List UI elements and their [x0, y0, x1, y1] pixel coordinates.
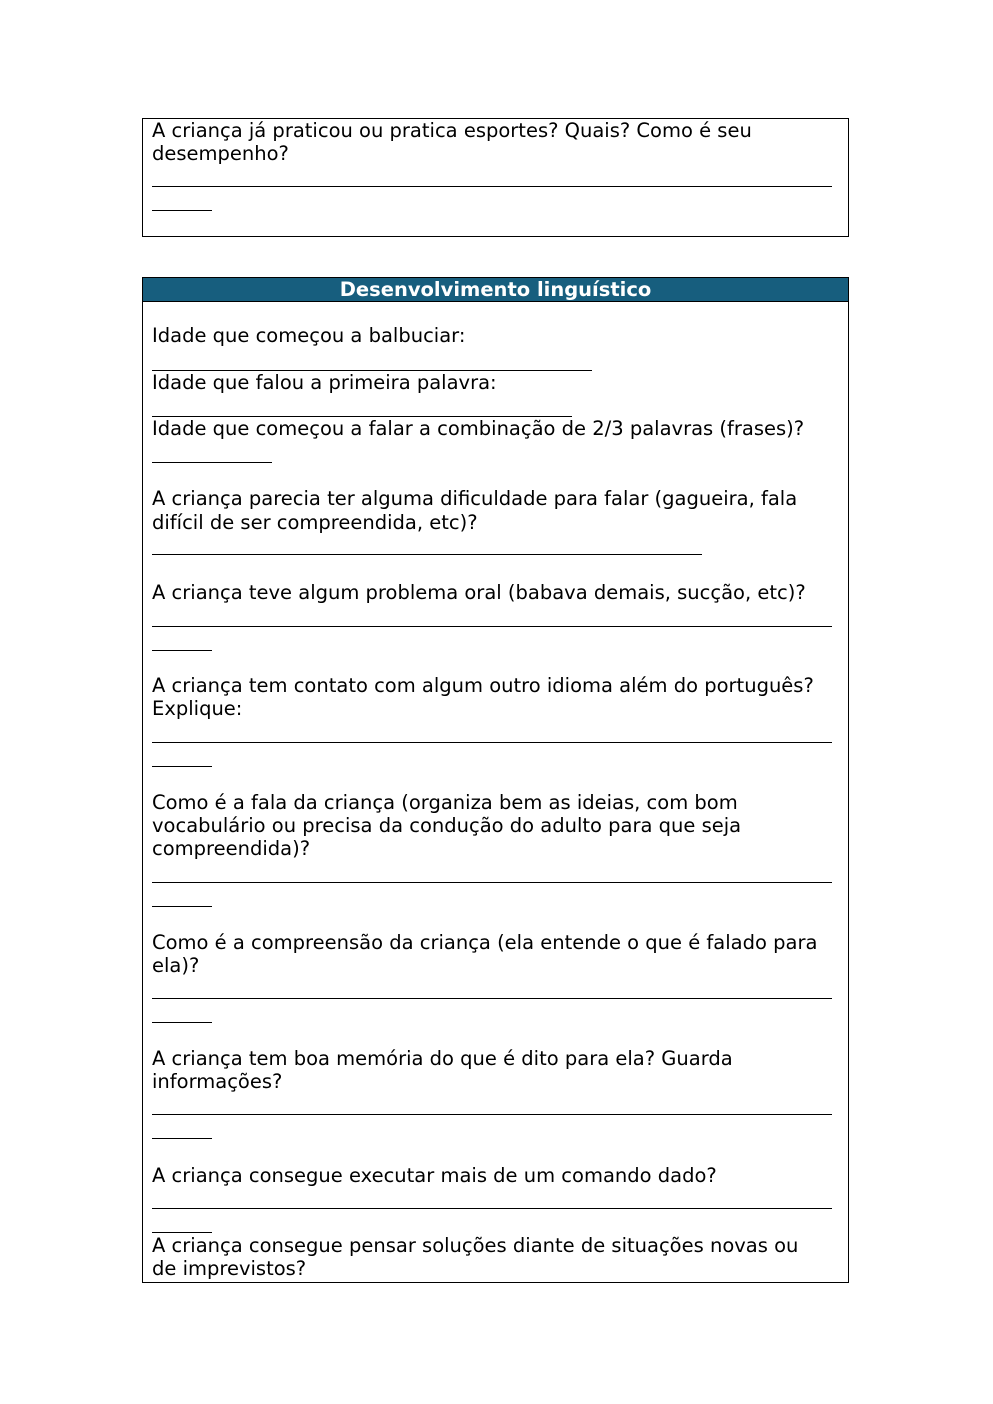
question-memory: informações? — [152, 1070, 283, 1093]
answer-line[interactable] — [152, 1022, 212, 1023]
answer-line[interactable] — [152, 906, 212, 907]
linguistic-development-section — [142, 277, 849, 1283]
answer-line[interactable] — [152, 1138, 212, 1139]
answer-line[interactable] — [152, 650, 212, 651]
answer-line[interactable] — [152, 626, 832, 627]
question-other-language: Explique: — [152, 697, 243, 720]
question-text: A criança já praticou ou pratica esportes? Quais? Como é seu — [152, 119, 752, 142]
question-speech-quality: vocabulário ou precisa da condução do adulto para que seja — [152, 814, 742, 837]
question-commands: A criança consegue executar mais de um comando dado? — [152, 1164, 717, 1187]
answer-line[interactable] — [152, 1114, 832, 1115]
answer-line[interactable] — [152, 998, 832, 999]
answer-line[interactable] — [152, 462, 272, 463]
question-speech-quality: Como é a fala da criança (organiza bem as ideias, com bom — [152, 791, 738, 814]
answer-line[interactable] — [152, 1208, 832, 1209]
answer-line[interactable] — [152, 742, 832, 743]
question-problem-solving: A criança consegue pensar soluções diante de situações novas ou — [152, 1234, 799, 1257]
question-comprehension: ela)? — [152, 954, 200, 977]
section-title: Desenvolvimento linguístico — [143, 278, 848, 302]
sports-question-box — [142, 118, 849, 237]
question-comprehension: Como é a compreensão da criança (ela entende o que é falado para — [152, 931, 818, 954]
answer-line[interactable] — [152, 210, 212, 211]
question-speech-difficulty: A criança parecia ter alguma dificuldade para falar (gagueira, fala — [152, 487, 798, 510]
question-speech-difficulty: difícil de ser compreendida, etc)? — [152, 511, 478, 534]
question-text: desempenho? — [152, 142, 289, 165]
question-other-language: A criança tem contato com algum outro idioma além do português? — [152, 674, 814, 697]
answer-line[interactable] — [152, 766, 212, 767]
answer-line[interactable] — [152, 554, 702, 555]
question-oral-problem: A criança teve algum problema oral (babava demais, sucção, etc)? — [152, 581, 806, 604]
answer-line[interactable] — [152, 882, 832, 883]
question-speech-quality: compreendida)? — [152, 837, 311, 860]
question-first-word: Idade que falou a primeira palavra: — [152, 371, 497, 394]
answer-line[interactable] — [152, 186, 832, 187]
answer-line[interactable] — [152, 1232, 212, 1233]
question-problem-solving: de imprevistos? — [152, 1257, 307, 1280]
question-memory: A criança tem boa memória do que é dito para ela? Guarda — [152, 1047, 733, 1070]
question-babbling: Idade que começou a balbuciar: — [152, 324, 466, 347]
question-word-combination: Idade que começou a falar a combinação de 2/3 palavras (frases)? — [152, 417, 805, 440]
